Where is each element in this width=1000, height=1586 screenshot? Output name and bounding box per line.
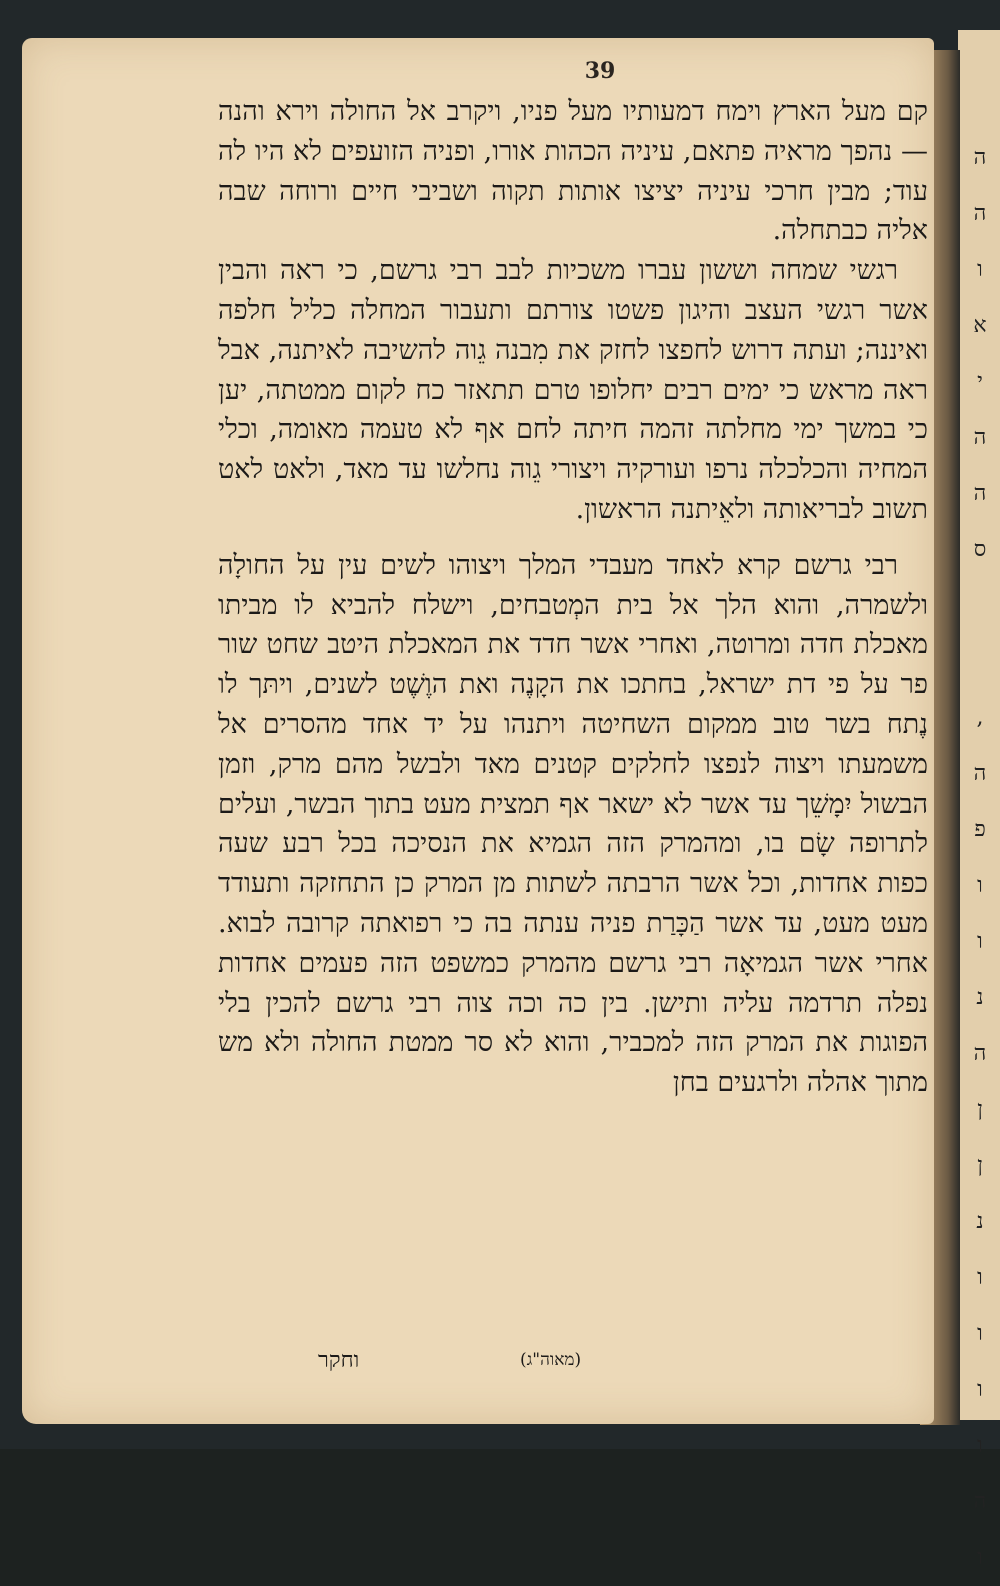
signature-mark: (מאוה"ג) (520, 1350, 582, 1370)
body-text (218, 92, 928, 1103)
paragraph-3: רבי גרשם קרא לאחד מעבדי המלך ויצוהו לשים עין על החולָה ולשמרה, והוא הלך אל בית המְטבחים, וישלח להביא לו מביתו מאכלת חדה ומרוטה, ואחרי אשר חדד את המאכלת היטב שחט שור פר על פי דת ישראל, בחתכו את הקָנֶה ואת הוֶשֶׁט לשנים, ויתּך לו נֶתח בשר טוב ממקום השחיטה ויתנהו על יד אחד מהסרים אל משמעתו ויצוה לנפצו לחלקים קטנים מאד ולבשל מהם מרק, וזמן הבשול יִמָשֵׁך עד אשר לא ישאר אף תמצית מעט בתוך הבשר, ועלים לתרופה שָׂם בו, ומהמרק הזה הגמיא את הנסיכה בכל רבע שעה כפות אחדות, וכל אשר הרבתה לשתות מן המרק כן התחזקה ותעודד מעט מעט, עד אשר הַכָּרַת פניה ענתה בה כי רפואתה קרובה לבוא. אחרי אשר הגמיאָה רבי גרשם מהמרק כמשפט הזה פעמים אחדות נפלה תרדמה עליה ותישן. בין כה וכה צוה רבי גרשם להכין בלי הפוגות את המרק הזה למכביר, והוא לא סר ממטת החולה ולא מש מתוך אהלה ולרגעים בחן (218, 549, 928, 1099)
paragraph-1: קם מעל הארץ וימח דמעותיו מעל פניו, ויקרב אל החולה וירא והנה — נהפך מראיה פתאם, עיניה הכהות אורו, ופניה הזועפים לא היו לה עוד; מבין חרכי עיניה יציצו אותות תקוה ושביבי חיים ורוחה שבה אליה כבתחלה. (218, 96, 928, 247)
catchword: וחקר (318, 1348, 360, 1373)
page-number: 39 (584, 58, 616, 84)
facing-page-margin-text: ה ה ו א י ה ה ס , ה פ ו ו נ ה ן ן נ ו ו ו ו ה ו (973, 145, 987, 1570)
paragraph-2: רגשי שמחה וששון עברו משכיות לבב רבי גרשם, כי ראה והבין אשר רגשי העצב והיגון פשטו צורתם ותעבור המחלה כליל חלפה ואיננה; ועתה דרוש לחפצו לחזק את מִבנה גֵוה להשיבה לאיתנה, אבל ראה מראש כי ימים רבים יחלופו טרם תתאזר כח לקום ממטתה, יען כי במשך ימי מחלתה זהמה חיתה לחם אף לא טעמה מאומה, וכלי המחיה והכלכלה נרפו ועורקיה ויצורי גֵוה נחלשו עד מאד, ולאט לאט תשוב לבריאותה ולאֵיתנה הראשון. (218, 255, 928, 525)
